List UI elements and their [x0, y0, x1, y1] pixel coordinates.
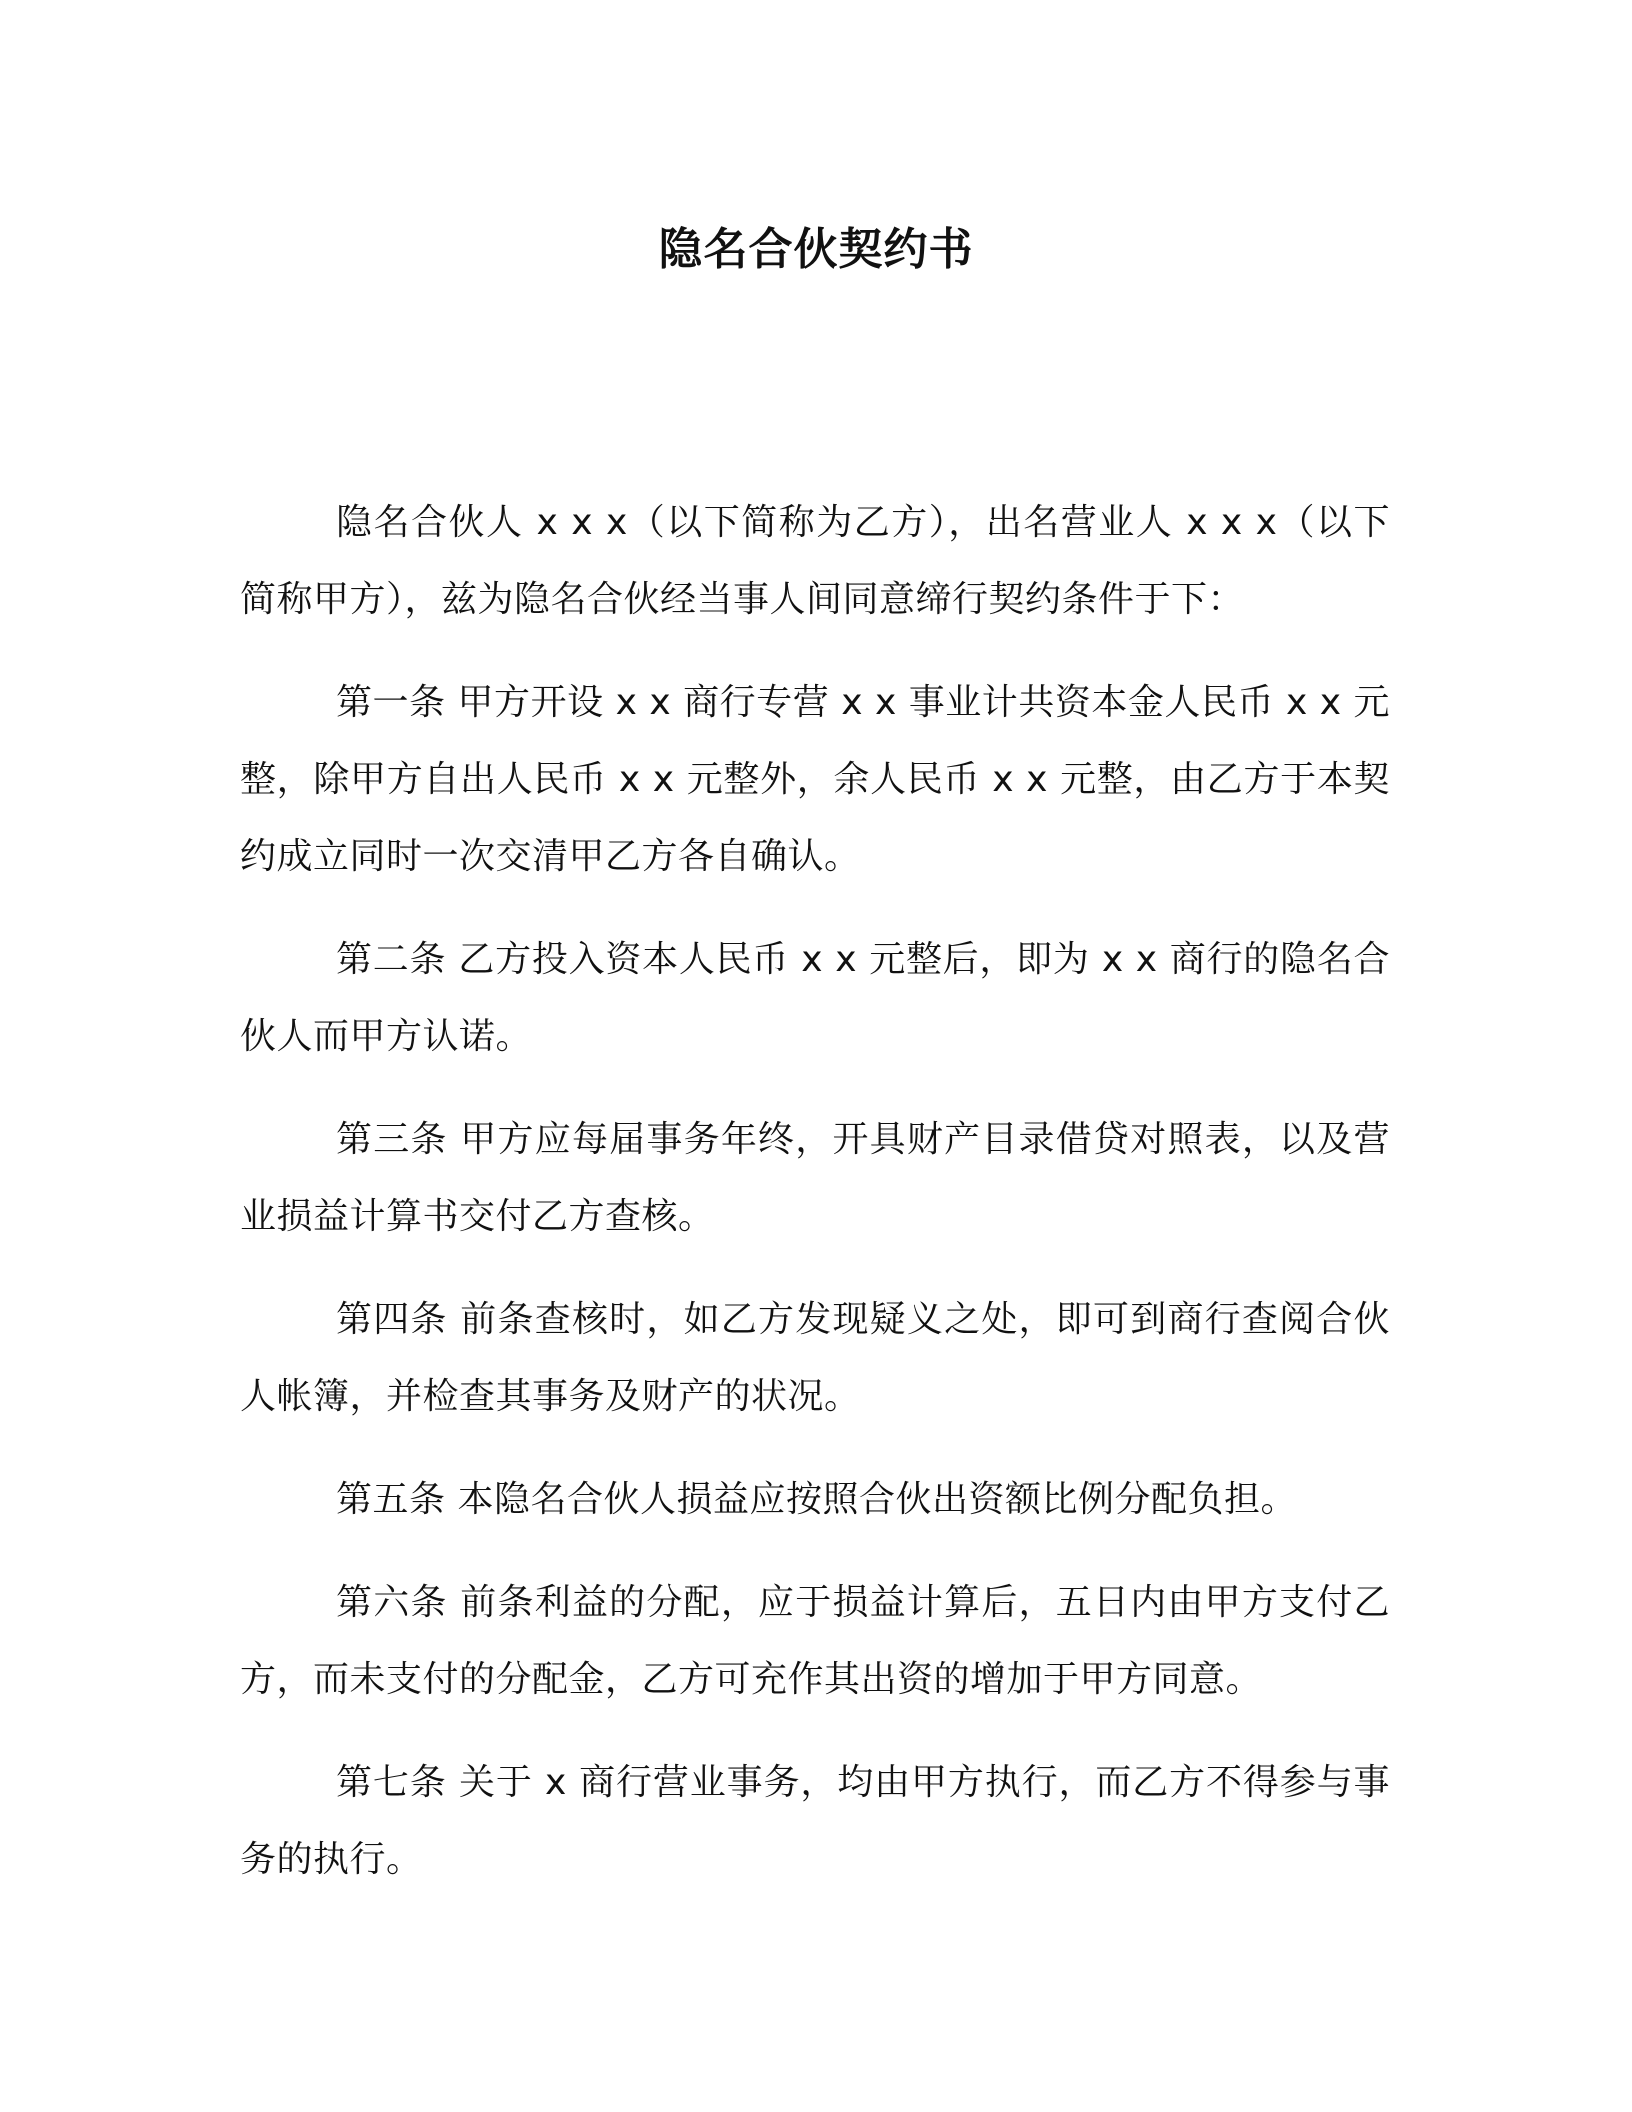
- article-4: 第四条 前条查核时，如乙方发现疑义之处，即可到商行查阅合伙人帐簿，并检查其事务及财产的状况。: [240, 1299, 1390, 1417]
- article-2: 第二条 乙方投入资本人民币 x x 元整后，即为 x x 商行的隐名合伙人而甲方认诺。: [240, 939, 1390, 1057]
- article-6: 第六条 前条利益的分配，应于损益计算后，五日内由甲方支付乙方，而未支付的分配金，乙方可充作其出资的增加于甲方同意。: [240, 1582, 1390, 1700]
- intro-paragraph: 隐名合伙人 x x x（以下简称为乙方），出名营业人 x x x（以下简称甲方），兹为隐名合伙经当事人间同意缔行契约条件于下：: [240, 502, 1390, 620]
- article-1: 第一条 甲方开设 x x 商行专营 x x 事业计共资本金人民币 x x 元整，除甲方自出人民币 x x 元整外，余人民币 x x 元整，由乙方于本契约成立同时一次交清甲乙方各自确认。: [240, 682, 1390, 877]
- document-title: 隐名合伙契约书: [658, 224, 974, 275]
- document-body: [240, 484, 1390, 1924]
- article-7: 第七条 关于 x 商行营业事务，均由甲方执行，而乙方不得参与事务的执行。: [240, 1762, 1390, 1880]
- article-3: 第三条 甲方应每届事务年终，开具财产目录借贷对照表，以及营业损益计算书交付乙方查核。: [240, 1119, 1390, 1237]
- article-5: 第五条 本隐名合伙人损益应按照合伙出资额比例分配负担。: [336, 1479, 1297, 1520]
